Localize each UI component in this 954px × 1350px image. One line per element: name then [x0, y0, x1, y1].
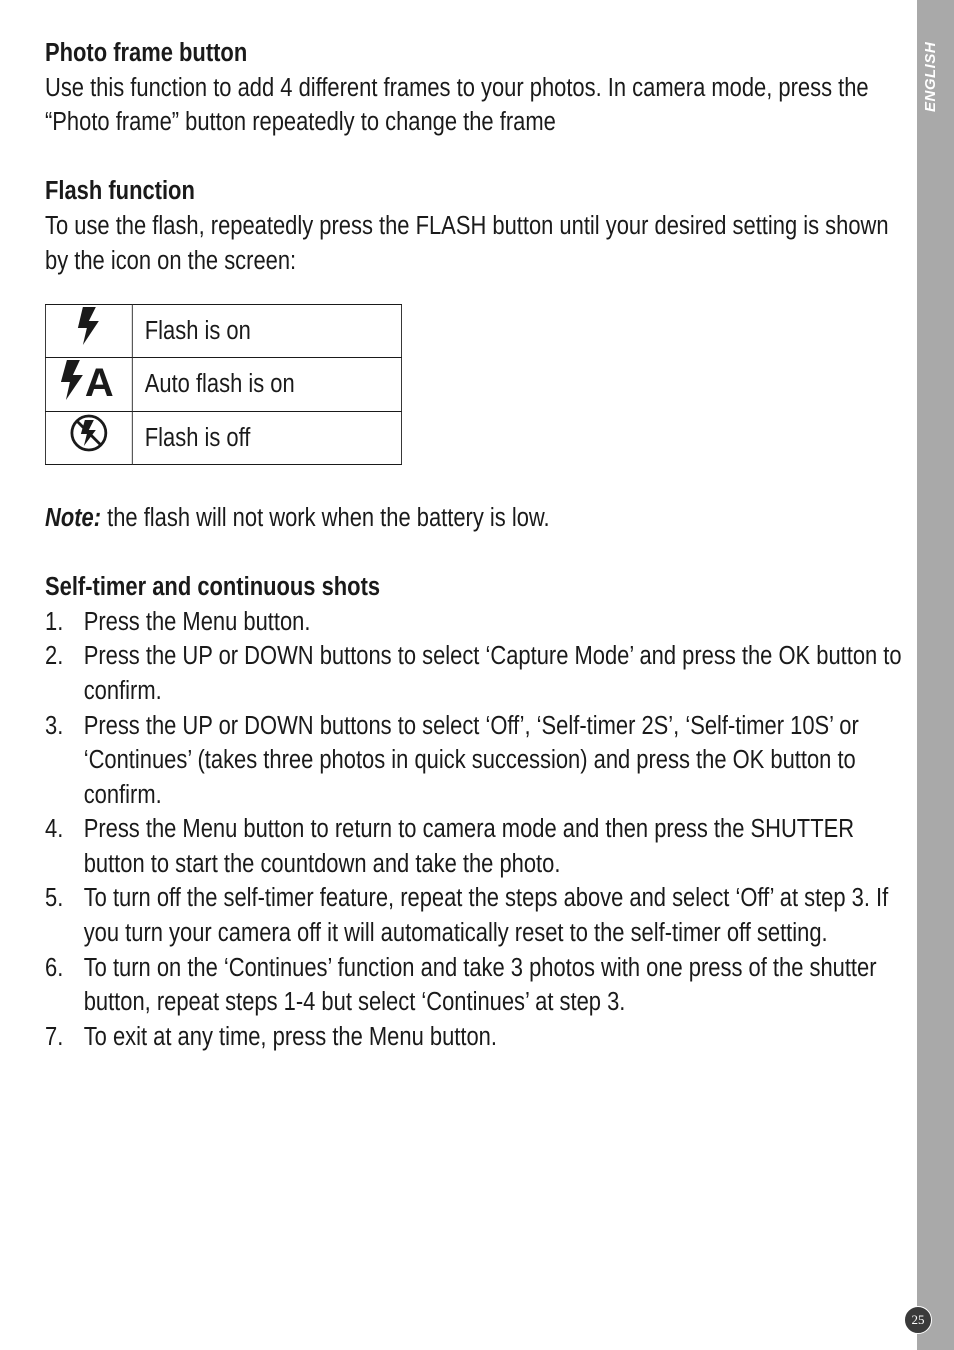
- page-content: [45, 36, 905, 1054]
- step-text: To exit at any time, press the Menu button.: [83, 1022, 497, 1051]
- note-label: Note:: [45, 503, 102, 532]
- step-text: Press the Menu button.: [83, 607, 311, 636]
- table-row: [45, 412, 401, 465]
- flash-on-icon: [69, 305, 109, 347]
- self-timer-heading: Self-timer and continuous shots: [45, 573, 381, 602]
- step-text: Press the UP or DOWN buttons to select ‘Capture Mode’ and press the OK button to confirm.: [83, 642, 902, 705]
- list-item: [45, 812, 905, 881]
- step-text: To turn off the self-timer feature, repeat the steps above and select ‘Off’ at step 3. If you turn your camera off it will automatically reset to the self-timer off setting.: [83, 884, 889, 948]
- step-number: 7.: [45, 1022, 64, 1051]
- auto-flash-icon: [55, 358, 123, 402]
- flash-text: To use the flash, repeatedly press the FLASH button until your desired setting is shown by the icon on the screen:: [45, 211, 889, 275]
- list-item: [45, 605, 905, 640]
- step-number: 4.: [45, 815, 64, 844]
- page-number: 25: [904, 1306, 932, 1334]
- auto-flash-letter: A: [84, 360, 114, 402]
- icon-cell: [45, 357, 132, 412]
- flash-modes-table: [45, 304, 402, 465]
- note-text: the flash will not work when the battery is low.: [101, 503, 550, 532]
- flash-off-icon: [68, 412, 110, 454]
- step-text: Press the UP or DOWN buttons to select ‘Off’, ‘Self-timer 2S’, ‘Self-timer 10S’ or ‘Continues’ (takes three photos in quick succession) and press the OK button to confirm.: [83, 711, 859, 809]
- photo-frame-text: Use this function to add 4 different frames to your photos. In camera mode, press the “Photo frame” button repeatedly to change the frame: [45, 73, 869, 137]
- table-row: [45, 357, 401, 412]
- icon-cell: [45, 412, 132, 465]
- list-item: [45, 1020, 905, 1055]
- self-timer-steps: [45, 605, 905, 1055]
- step-number: 3.: [45, 711, 64, 740]
- step-text: To turn on the ‘Continues’ function and take 3 photos with one press of the shutter button, repeat steps 1-4 but select ‘Continues’ at step 3.: [83, 953, 877, 1017]
- language-side-tab: [917, 0, 954, 1350]
- step-number: 1.: [45, 607, 64, 636]
- flash-off-label: Flash is off: [132, 412, 401, 465]
- auto-flash-label: Auto flash is on: [132, 357, 401, 412]
- list-item: [45, 639, 905, 708]
- table-row: [45, 305, 401, 358]
- list-item: [45, 951, 905, 1020]
- spacer: [45, 465, 905, 501]
- photo-frame-heading: Photo frame button: [45, 39, 248, 67]
- step-number: 6.: [45, 953, 64, 982]
- step-number: 2.: [45, 642, 64, 671]
- icon-cell: [45, 305, 132, 358]
- spacer: [45, 140, 905, 175]
- spacer: [45, 536, 905, 571]
- note: [45, 501, 905, 536]
- language-label: ENGLISH: [922, 41, 939, 112]
- flash-heading: Flash function: [45, 177, 195, 206]
- step-text: Press the Menu button to return to camera mode and then press the SHUTTER button to start the countdown and take the photo.: [83, 815, 855, 878]
- list-item: [45, 881, 905, 950]
- step-number: 5.: [45, 884, 64, 913]
- list-item: [45, 709, 905, 813]
- flash-on-label: Flash is on: [132, 305, 401, 358]
